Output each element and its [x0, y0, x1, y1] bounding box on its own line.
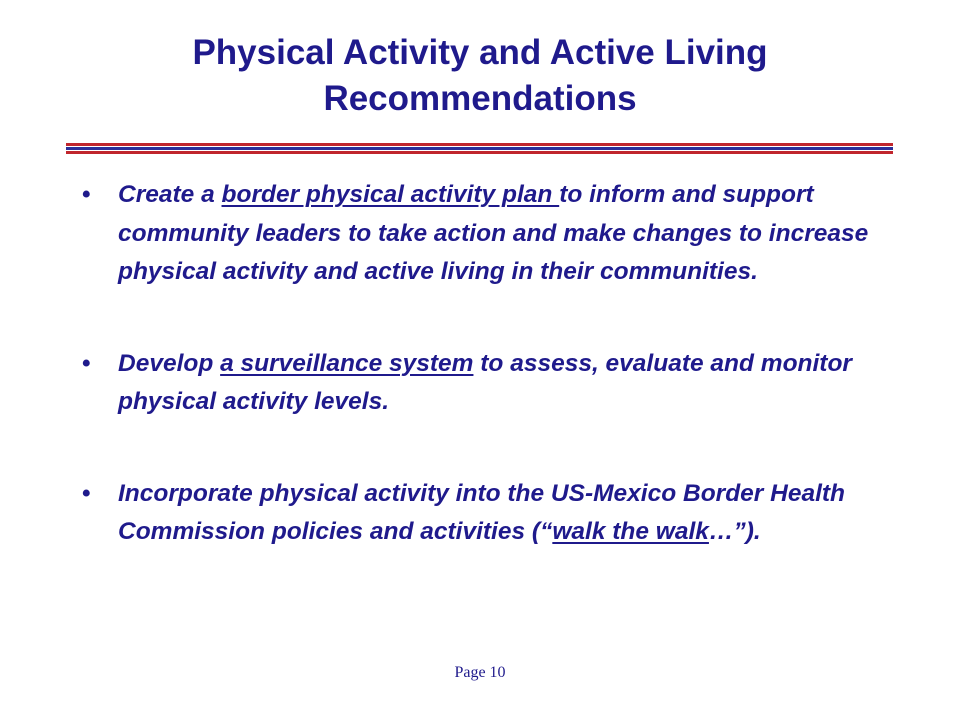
- title-rule-blue: [66, 147, 893, 150]
- bullet-3-text-before: Incorporate physical activity into the US-Mexico Border Health Commission policies and activities (“: [118, 479, 845, 545]
- bullet-3-underlined-text: walk the walk: [552, 518, 709, 545]
- bullet-list: [78, 176, 898, 552]
- slide-title: Physical Activity and Active Living Recommendations: [192, 33, 768, 118]
- bullet-dot-icon: •: [82, 181, 91, 208]
- bullet-dot-icon: •: [82, 349, 91, 377]
- bullet-1-text-before: Create a: [118, 181, 222, 208]
- bullet-1-underlined-text: border physical activity plan: [221, 181, 560, 208]
- title-rule-red-top: [66, 143, 893, 146]
- bullet-item-1: [78, 176, 898, 292]
- page-number: Page 10: [454, 664, 506, 681]
- bullet-3-text-after: …”).: [708, 518, 761, 545]
- bullet-2-text-before: Develop: [118, 349, 221, 377]
- bullet-item-2: [78, 345, 898, 422]
- title-rule-red-bottom: [66, 151, 893, 154]
- bullet-1-text-after: to inform and support community leaders to take action and make changes to increase physical activity and active living in their communities.: [118, 181, 869, 285]
- bullet-2-underlined-text: a surveillance system: [220, 349, 474, 377]
- bullet-dot-icon: •: [82, 479, 91, 507]
- bullet-2-text-after: to assess, evaluate and monitor physical activity levels.: [118, 349, 852, 415]
- bullet-item-3: [78, 475, 898, 552]
